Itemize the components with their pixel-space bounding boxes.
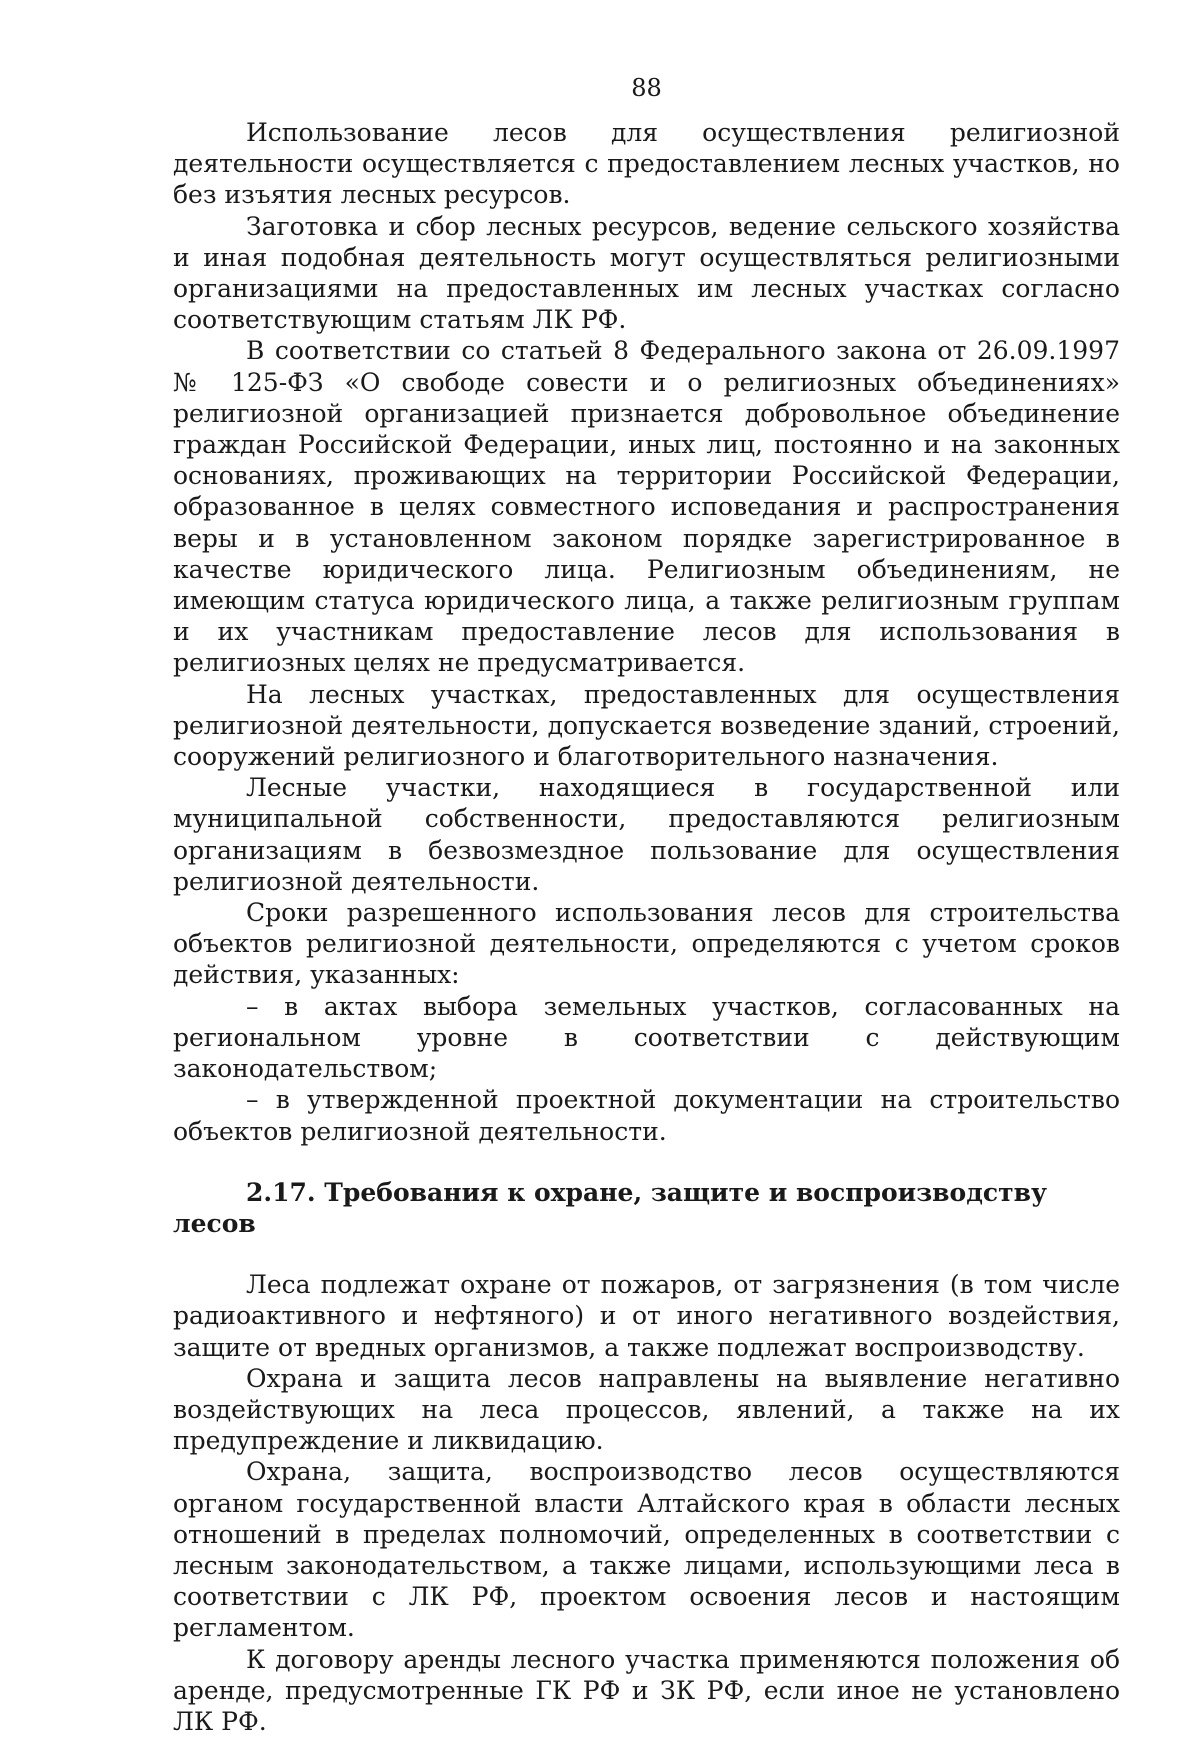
paragraph-religious-use: Использование лесов для осуществления религиозной деятельности осуществляется с предоставлением лесных участков, но без изъятия лесных ресурсов. (173, 118, 1120, 210)
paragraph-forest-protection: Леса подлежат охране от пожаров, от загрязнения (в том числе радиоактивного и нефтяного) и от иного негативного воздействия, защите от вредных организмов, а также подлежат воспроизводству. (173, 1270, 1120, 1362)
paragraph-responsible-bodies: Охрана, защита, воспроизводство лесов осуществляются органом государственной власти Алтайского края в области лесных отношений в пределах полномочий, определенных в соответствии с лесным законодательством, а также лицами, использующими леса в соответствии с ЛК РФ, проектом освоения лесов и настоящим регламентом. (173, 1457, 1120, 1643)
paragraph-lease-agreement: К договору аренды лесного участка применяются положения об аренде, предусмотренные ГК РФ и ЗК РФ, если иное не установлено ЛК РФ. (173, 1644, 1120, 1736)
paragraph-federal-law: В соответствии со статьей 8 Федерального закона от 26.09.1997 № 125-ФЗ «О свободе совести и о религиозных объединениях» религиозной организацией признается добровольное объединение граждан Российской Федерации, иных лиц, постоянно и на законных основаниях, проживающих на территории Российской Федерации, образованное в целях совместного исповедания и распространения веры и в установленном законом порядке зарегистрированное в качестве юридического лица. Религиозным объединениям, не имеющим статуса юридического лица, а также религиозным группам и их участникам предоставление лесов для использования в религиозных целях не предусматривается. (173, 336, 1120, 678)
document-body (173, 117, 1120, 1737)
paragraph-protection-goals: Охрана и защита лесов направлены на выявление негативно воздействующих на леса процессов, явлений, а также на их предупреждение и ликвидацию. (173, 1363, 1120, 1456)
paragraph-free-use: Лесные участки, находящиеся в государственной или муниципальной собственности, предоставляются религиозным организациям в безвозмездное пользование для осуществления религиозной деятельности. (173, 773, 1120, 896)
paragraph-use-terms: Сроки разрешенного использования лесов для строительства объектов религиозной деятельности, определяются с учетом сроков действия, указанных: (173, 898, 1120, 990)
page-number: 88 (631, 74, 662, 102)
list-item-land-acts: – в актах выбора земельных участков, согласованных на региональном уровне в соответствии с действующим законодательством; (173, 991, 1120, 1084)
paragraph-buildings-allowed: На лесных участках, предоставленных для осуществления религиозной деятельности, допускается возведение зданий, строений, сооружений религиозного и благотворительного назначения. (173, 679, 1120, 772)
list-item-project-docs: – в утвержденной проектной документации на строительство объектов религиозной деятельности. (173, 1085, 1120, 1146)
section-heading: 2.17. Требования к охране, защите и воспроизводству лесов (173, 1177, 1047, 1238)
paragraph-resource-harvesting: Заготовка и сбор лесных ресурсов, ведение сельского хозяйства и иная подобная деятельность могут осуществляться религиозными организациями на предоставленных им лесных участках согласно соответствующим статьям ЛК РФ. (173, 211, 1120, 335)
